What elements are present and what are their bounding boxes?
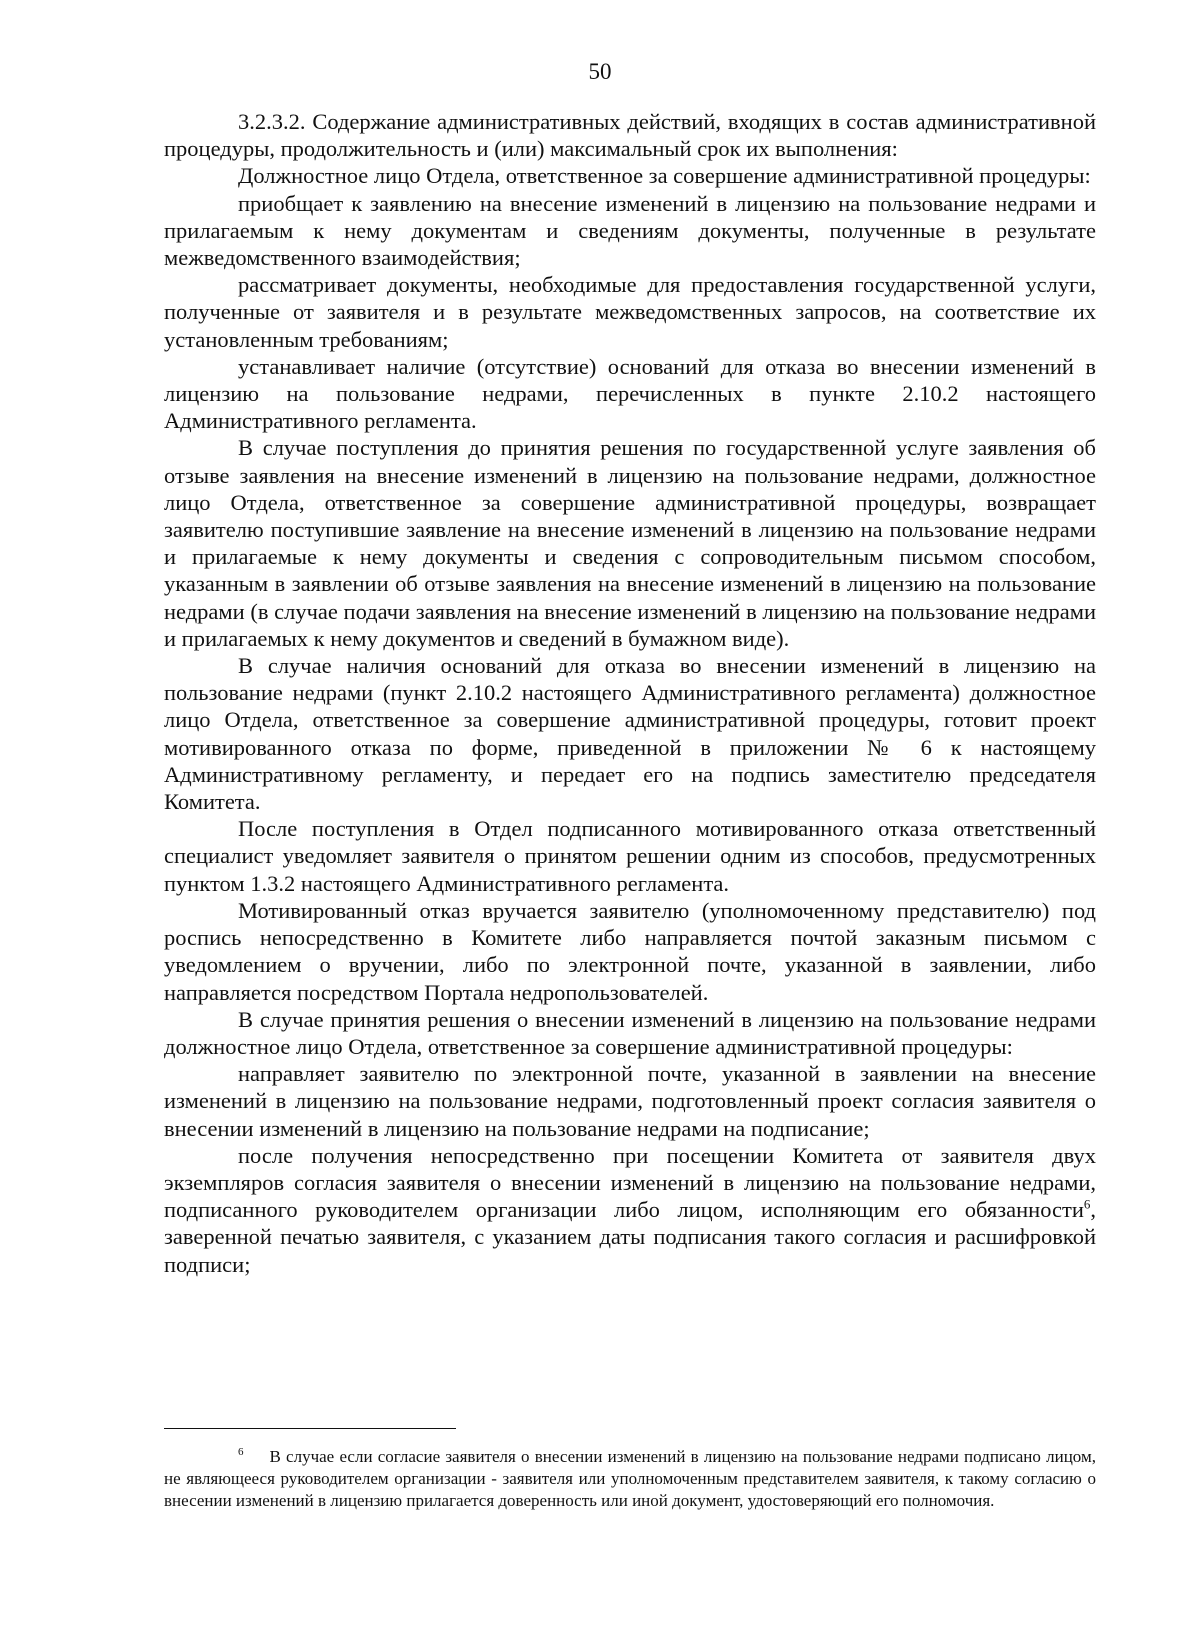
paragraph: В случае наличия оснований для отказа во внесении изменений в лицензию на пользование недрами (пункт 2.10.2 настоящего Административного регламента) должностное лицо Отдела, ответственное за совершение административной процедуры, готовит проект мотивированного отказа по форме, приведенной в приложении № 6 к настоящему Административному регламенту, и передает его на подпись заместителю председателя Комитета. [164, 653, 1096, 815]
paragraph: Должностное лицо Отдела, ответственное за совершение административной процедуры: [238, 163, 1091, 189]
footnote-text: В случае если согласие заявителя о внесении изменений в лицензию на пользование недрами подписано лицом, не являющееся руководителем организации - заявителя или уполномоченным представителем заявителя, к такому согласию о внесении изменений в лицензию прилагается доверенность или иной документ, удостоверяющий его полномочия. [164, 1447, 1096, 1510]
footnote-marker: 6 [238, 1446, 244, 1459]
paragraph: рассматривает документы, необходимые для предоставления государственной услуги, полученные от заявителя и в результате межведомственных запросов, на соответствие их установленным требованиям; [164, 272, 1096, 352]
paragraph-text-before-note: после получения непосредственно при посещении Комитета от заявителя двух экземпляров согласия заявителя о внесении изменений в лицензию на пользование недрами, подписанного руководителем организации либо лицом, исполняющим его обязанности [164, 1142, 1096, 1223]
paragraph: устанавливает наличие (отсутствие) оснований для отказа во внесении изменений в лицензию на пользование недрами, перечисленных в пункте 2.10.2 настоящего Административного регламента. [164, 353, 1096, 434]
footnote-reference: 6 [1083, 1196, 1091, 1212]
paragraph: После поступления в Отдел подписанного мотивированного отказа ответственный специалист уведомляет заявителя о принятом решении одним из способов, предусмотренных пунктом 1.3.2 настоящего Административного регламента. [164, 816, 1096, 896]
paragraph-section-heading: 3.2.3.2. Содержание административных действий, входящих в состав административной процедуры, продолжительность и (или) максимальный срок их выполнения: [164, 109, 1096, 162]
footnote-separator [164, 1428, 456, 1429]
paragraph: Мотивированный отказ вручается заявителю (уполномоченному представителю) под роспись непосредственно в Комитете либо направляется почтой заказным письмом с уведомлением о вручении, либо по электронной почте, указанной в заявлении, либо направляется посредством Портала недропользователей. [164, 897, 1096, 1005]
paragraph: приобщает к заявлению на внесение изменений в лицензию на пользование недрами и прилагаемым к нему документам и сведениям документы, полученные в результате межведомственного взаимодействия; [164, 190, 1096, 271]
paragraph-text-after-note: , заверенной печатью заявителя, с указанием даты подписания такого согласия и расшифровкой подписи; [164, 1197, 1096, 1277]
paragraph: направляет заявителю по электронной почте, указанной в заявлении на внесение изменений в лицензию на пользование недрами, подготовленный проект согласия заявителя о внесении изменений в лицензию на пользование недрами на подписание; [164, 1061, 1096, 1141]
page-number: 50 [588, 59, 612, 84]
body-text [164, 108, 1096, 1278]
paragraph: В случае поступления до принятия решения по государственной услуге заявления об отзыве заявления на внесение изменений в лицензию на пользование недрами, должностное лицо Отдела, ответственное за совершение административной процедуры, возвращает заявителю поступившие заявление на внесение изменений в лицензию на пользование недрами и прилагаемые к нему документы и сведения с сопроводительным письмом способом, указанным в заявлении об отзыве заявления на внесение изменений в лицензию на пользование недрами (в случае подачи заявления на внесение изменений в лицензию на пользование недрами и прилагаемых к нему документов и сведений в бумажном виде). [164, 435, 1096, 651]
paragraph-with-footnote-ref [164, 1142, 1096, 1278]
footnote [164, 1446, 1096, 1512]
paragraph: В случае принятия решения о внесении изменений в лицензию на пользование недрами должностное лицо Отдела, ответственное за совершение административной процедуры: [164, 1006, 1096, 1059]
